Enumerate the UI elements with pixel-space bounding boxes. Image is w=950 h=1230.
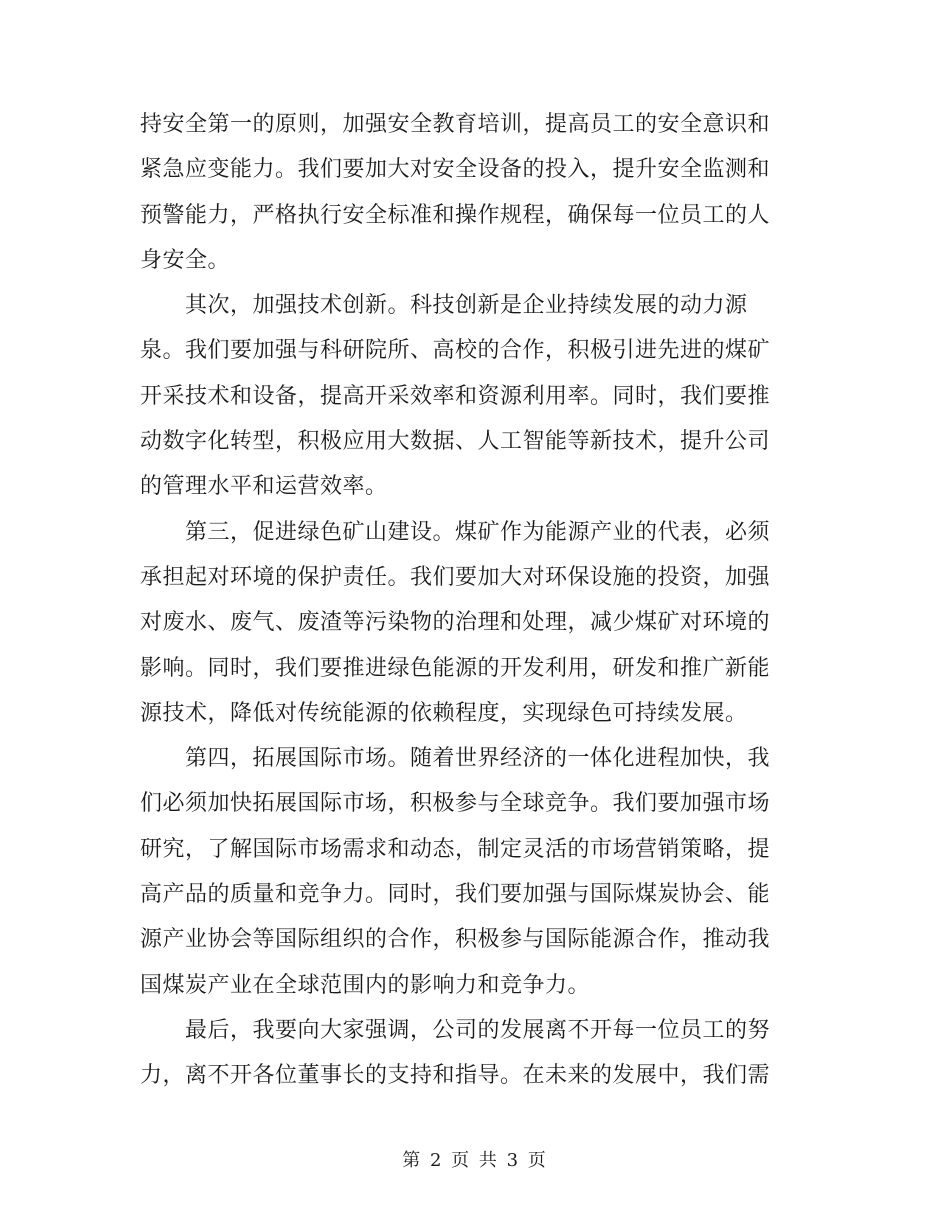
page-number-footer: 第 2 页 共 3 页: [402, 1150, 548, 1171]
text-line: 其次，加强技术创新。科技创新是企业持续发展的动力源: [140, 293, 748, 319]
text-line: 第三，促进绿色矿山建设。煤矿作为能源产业的代表，必须: [140, 519, 771, 545]
text-line: 力，离不开各位董事长的支持和指导。在未来的发展中，我们需: [140, 1063, 771, 1089]
text-line: 高产品的质量和竞争力。同时，我们要加强与国际煤炭协会、能: [140, 882, 771, 908]
text-line: 源产业协会等国际组织的合作，积极参与国际能源合作，推动我: [140, 927, 771, 953]
text-line: 对废水、废气、废渣等污染物的治理和处理，减少煤矿对环境的: [140, 610, 771, 636]
text-line: 承担起对环境的保护责任。我们要加大对环保设施的投资，加强: [140, 564, 771, 590]
text-line: 泉。我们要加强与科研院所、高校的合作，积极引进先进的煤矿: [140, 338, 771, 364]
text-line: 预警能力，严格执行安全标准和操作规程，确保每一位员工的人: [140, 202, 771, 228]
text-line: 身安全。: [140, 247, 231, 273]
text-line: 国煤炭产业在全球范围内的影响力和竞争力。: [140, 972, 591, 998]
text-line: 第四，拓展国际市场。随着世界经济的一体化进程加快，我: [140, 746, 771, 772]
text-line: 研究，了解国际市场需求和动态，制定灵活的市场营销策略，提: [140, 836, 771, 862]
text-line: 们必须加快拓展国际市场，积极参与全球竞争。我们要加强市场: [140, 791, 771, 817]
text-line: 影响。同时，我们要推进绿色能源的开发利用，研发和推广新能: [140, 655, 771, 681]
text-line: 紧急应变能力。我们要加大对安全设备的投入，提升安全监测和: [140, 157, 771, 183]
text-line: 最后，我要向大家强调，公司的发展离不开每一位员工的努: [140, 1017, 771, 1043]
body-text: [140, 102, 796, 1099]
text-line: 源技术，降低对传统能源的依赖程度，实现绿色可持续发展。: [140, 700, 748, 726]
text-line: 持安全第一的原则，加强安全教育培训，提高员工的安全意识和: [140, 112, 771, 137]
text-line: 的管理水平和运营效率。: [140, 474, 388, 500]
text-line: 开采技术和设备，提高开采效率和资源利用率。同时，我们要推: [140, 383, 771, 409]
text-line: 动数字化转型，积极应用大数据、人工智能等新技术，提升公司: [140, 429, 771, 455]
